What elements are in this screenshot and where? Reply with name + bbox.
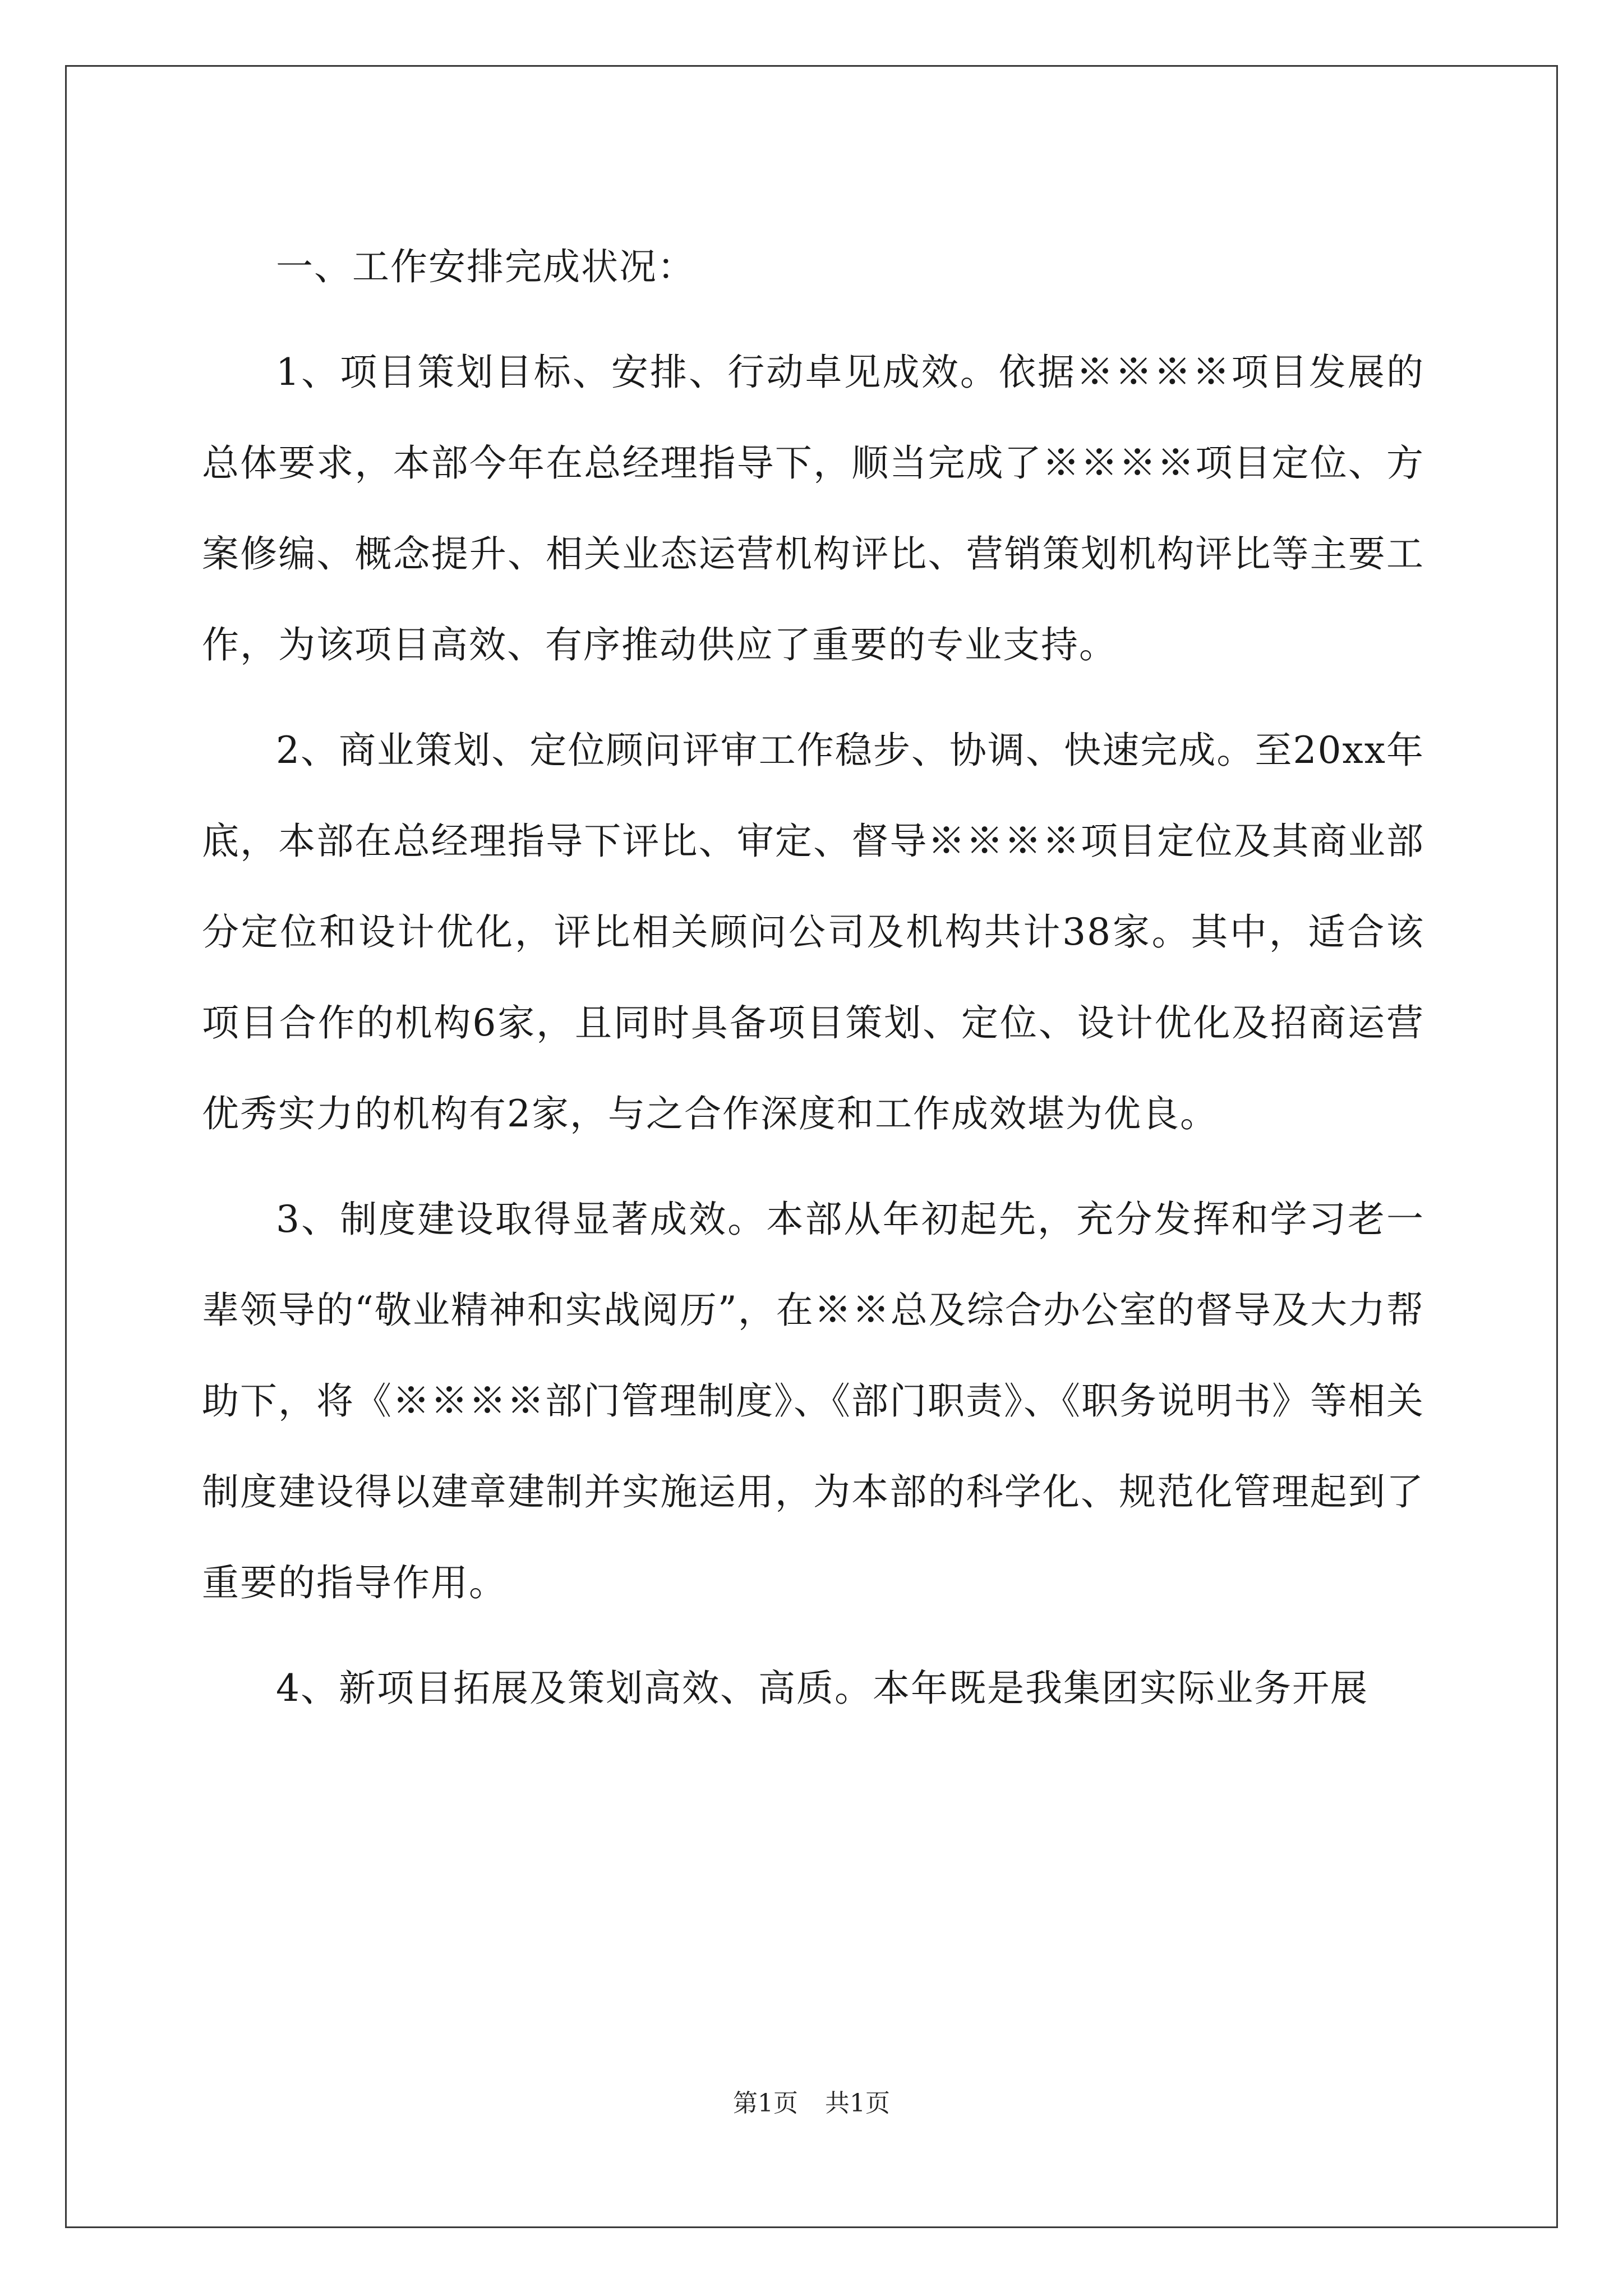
document-body [202, 222, 1424, 1734]
paragraph-4: 4、新项目拓展及策划高效、高质。本年既是我集团实际业务开展 [276, 1667, 1368, 1710]
paragraph-1: 1、项目策划目标、安排、行动卓见成效。依据※※※※项目发展的总体要求，本部今年在总经理指导下，顺当完成了※※※※项目定位、方案修编、概念提升、相关业态运营机构评比、营销策划机构评比等主要工作，为该项目高效、有序推动供应了重要的专业支持。 [202, 351, 1424, 666]
page-number: 第1页 [733, 2089, 798, 2118]
section-heading: 一、工作安排完成状况： [276, 245, 695, 288]
page-footer [0, 2087, 1623, 2120]
paragraph-2: 2、商业策划、定位顾问评审工作稳步、协调、快速完成。至20xx年底，本部在总经理指导下评比、审定、督导※※※※项目定位及其商业部分定位和设计优化，评比相关顾问公司及机构共计38家。其中，适合该项目合作的机构6家，且同时具备项目策划、定位、设计优化及招商运营优秀实力的机构有2家，与之合作深度和工作成效堪为优良。 [202, 729, 1424, 1135]
paragraph-3: 3、制度建设取得显著成效。本部从年初起先，充分发挥和学习老一辈领导的“敬业精神和实战阅历”，在※※总及综合办公室的督导及大力帮助下，将《※※※※部门管理制度》、《部门职责》、《职务说明书》等相关制度建设得以建章建制并实施运用，为本部的科学化、规范化管理起到了重要的指导作用。 [202, 1198, 1424, 1604]
page-total: 共1页 [825, 2089, 890, 2118]
